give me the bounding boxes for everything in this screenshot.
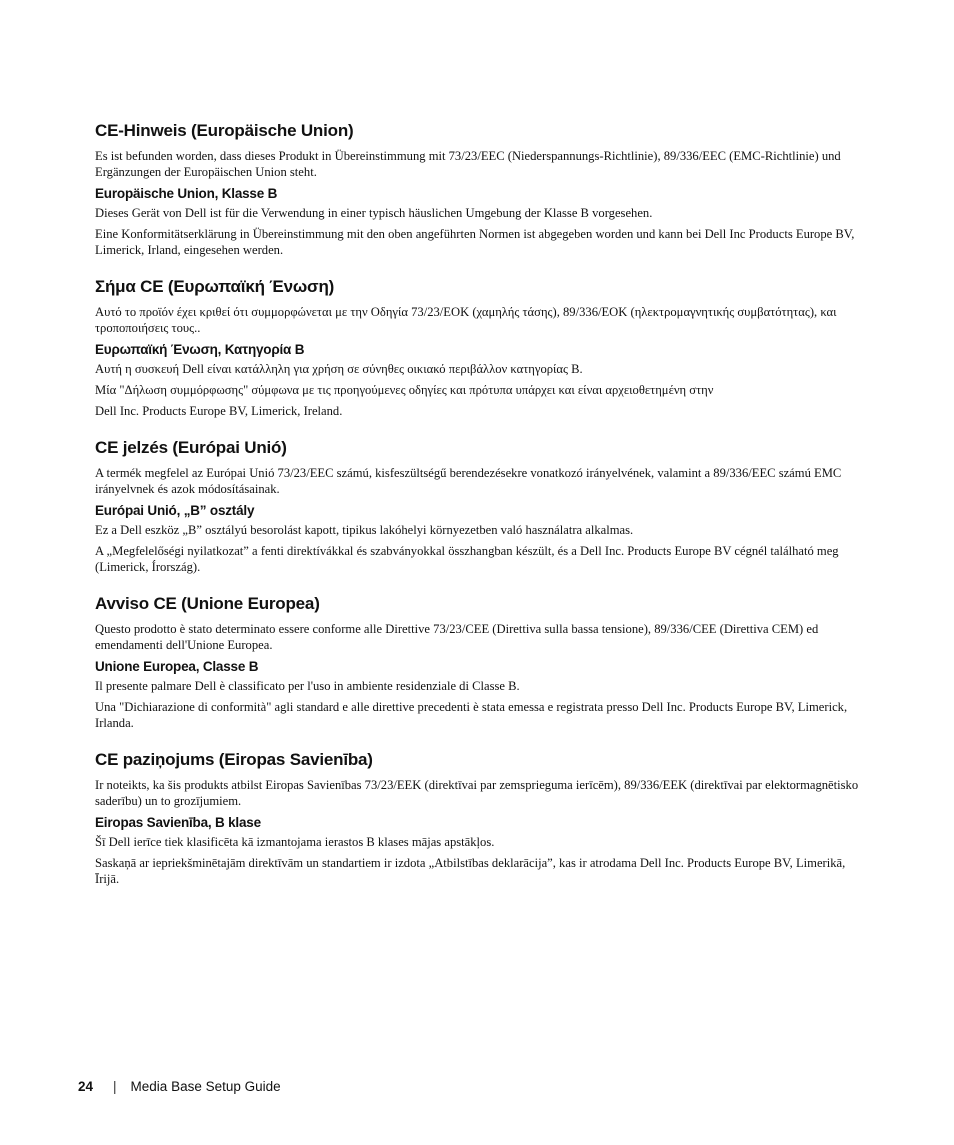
section-ce-hungarian xyxy=(95,438,860,575)
section-paragraph: Dieses Gerät von Dell ist für die Verwendung in einer typisch häuslichen Umgebung der Klasse B vorgesehen. xyxy=(95,206,653,220)
section-subheading: Ευρωπαϊκή Ένωση, Κατηγορία B xyxy=(95,342,305,357)
section-intro: A termék megfelel az Európai Unió 73/23/EEC számú, kisfeszültségű berendezésekre vonatkozó irányelvének, valamint a 89/336/EEC számú EMC irányelvnek és azok módosításainak. xyxy=(95,466,842,496)
page-content xyxy=(95,121,860,892)
section-subheading: Unione Europea, Classe B xyxy=(95,659,259,674)
page-number: 24 xyxy=(78,1079,94,1094)
section-heading: CE paziņojums (Eiropas Savienība) xyxy=(95,750,373,769)
section-paragraph: Ez a Dell eszköz „B” osztályú besorolást kapott, tipikus lakóhelyi környezetben való használatra alkalmas. xyxy=(95,523,634,537)
section-intro: Ir noteikts, ka šis produkts atbilst Eiropas Savienības 73/23/EEK (direktīvai par zemsprieguma ierīcēm), 89/336/EEK (direktīvai par elektormagnētisko saderību) un to grozījumiem. xyxy=(95,778,859,808)
section-ce-greek xyxy=(95,277,860,419)
section-heading: CE-Hinweis (Europäische Union) xyxy=(95,121,354,140)
section-ce-latvian xyxy=(95,750,860,887)
section-ce-german xyxy=(95,121,860,258)
section-paragraph: Dell Inc. Products Europe BV, Limerick, Ireland. xyxy=(95,404,343,418)
section-subheading: Europäische Union, Klasse B xyxy=(95,186,278,201)
section-subheading: Európai Unió, „B” osztály xyxy=(95,503,255,518)
section-ce-italian xyxy=(95,594,860,731)
section-heading: Σήμα CE (Ευρωπαϊκή Ένωση) xyxy=(95,277,335,296)
section-paragraph: Saskaņā ar iepriekšminētajām direktīvām un standartiem ir izdota „Atbilstības deklarācija”, kas ir atrodama Dell Inc. Products Europe BV, Limerikā, Īrijā. xyxy=(95,856,846,886)
section-subheading: Eiropas Savienība, B klase xyxy=(95,815,261,830)
footer-separator: | xyxy=(113,1079,117,1094)
section-paragraph: Μία "Δήλωση συμμόρφωσης" σύμφωνα με τις προηγούμενες οδηγίες και πρότυπα υπάρχει και είναι αρχειοθετημένη στην xyxy=(95,383,714,397)
page-footer xyxy=(78,1079,281,1094)
section-paragraph: Šī Dell ierīce tiek klasificēta kā izmantojama ierastos B klases mājas apstākļos. xyxy=(95,835,495,849)
section-intro: Αυτό το προϊόν έχει κριθεί ότι συμμορφώνεται με την Οδηγία 73/23/ΕΟΚ (χαμηλής τάσης), 89/336/ΕΟΚ (ηλεκτρομαγνητικής συμβατότητας), και τροποποιήσεις τους.. xyxy=(95,305,837,335)
section-heading: CE jelzés (Európai Unió) xyxy=(95,438,287,457)
section-intro: Es ist befunden worden, dass dieses Produkt in Übereinstimmung mit 73/23/EEC (Niederspannungs-Richtlinie), 89/336/EEC (EMC-Richtlinie) und Ergänzungen der Europäischen Union steht. xyxy=(95,149,841,179)
section-intro: Questo prodotto è stato determinato essere conforme alle Direttive 73/23/CEE (Direttiva sulla bassa tensione), 89/336/CEE (Direttiva CEM) ed emendamenti dell'Unione Europea. xyxy=(95,622,819,652)
section-paragraph: Il presente palmare Dell è classificato per l'uso in ambiente residenziale di Classe B. xyxy=(95,679,520,693)
section-heading: Avviso CE (Unione Europea) xyxy=(95,594,320,613)
document-title: Media Base Setup Guide xyxy=(130,1079,281,1094)
section-paragraph: Eine Konformitätserklärung in Übereinstimmung mit den oben angeführten Normen ist abgegeben worden und kann bei Dell Inc Products Europe BV, Limerick, Irland, eingesehen werden. xyxy=(95,227,855,257)
section-paragraph: Αυτή η συσκευή Dell είναι κατάλληλη για χρήση σε σύνηθες οικιακό περιβάλλον κατηγορίας B. xyxy=(95,362,583,376)
section-paragraph: Una "Dichiarazione di conformità" agli standard e alle direttive precedenti è stata emessa e registrata presso Dell Inc. Products Europe BV, Limerick, Irlanda. xyxy=(95,700,848,730)
section-paragraph: A „Megfelelőségi nyilatkozat” a fenti direktívákkal és szabványokkal összhangban készült, és a Dell Inc. Products Europe BV cégnél található meg (Limerick, Írország). xyxy=(95,544,839,574)
